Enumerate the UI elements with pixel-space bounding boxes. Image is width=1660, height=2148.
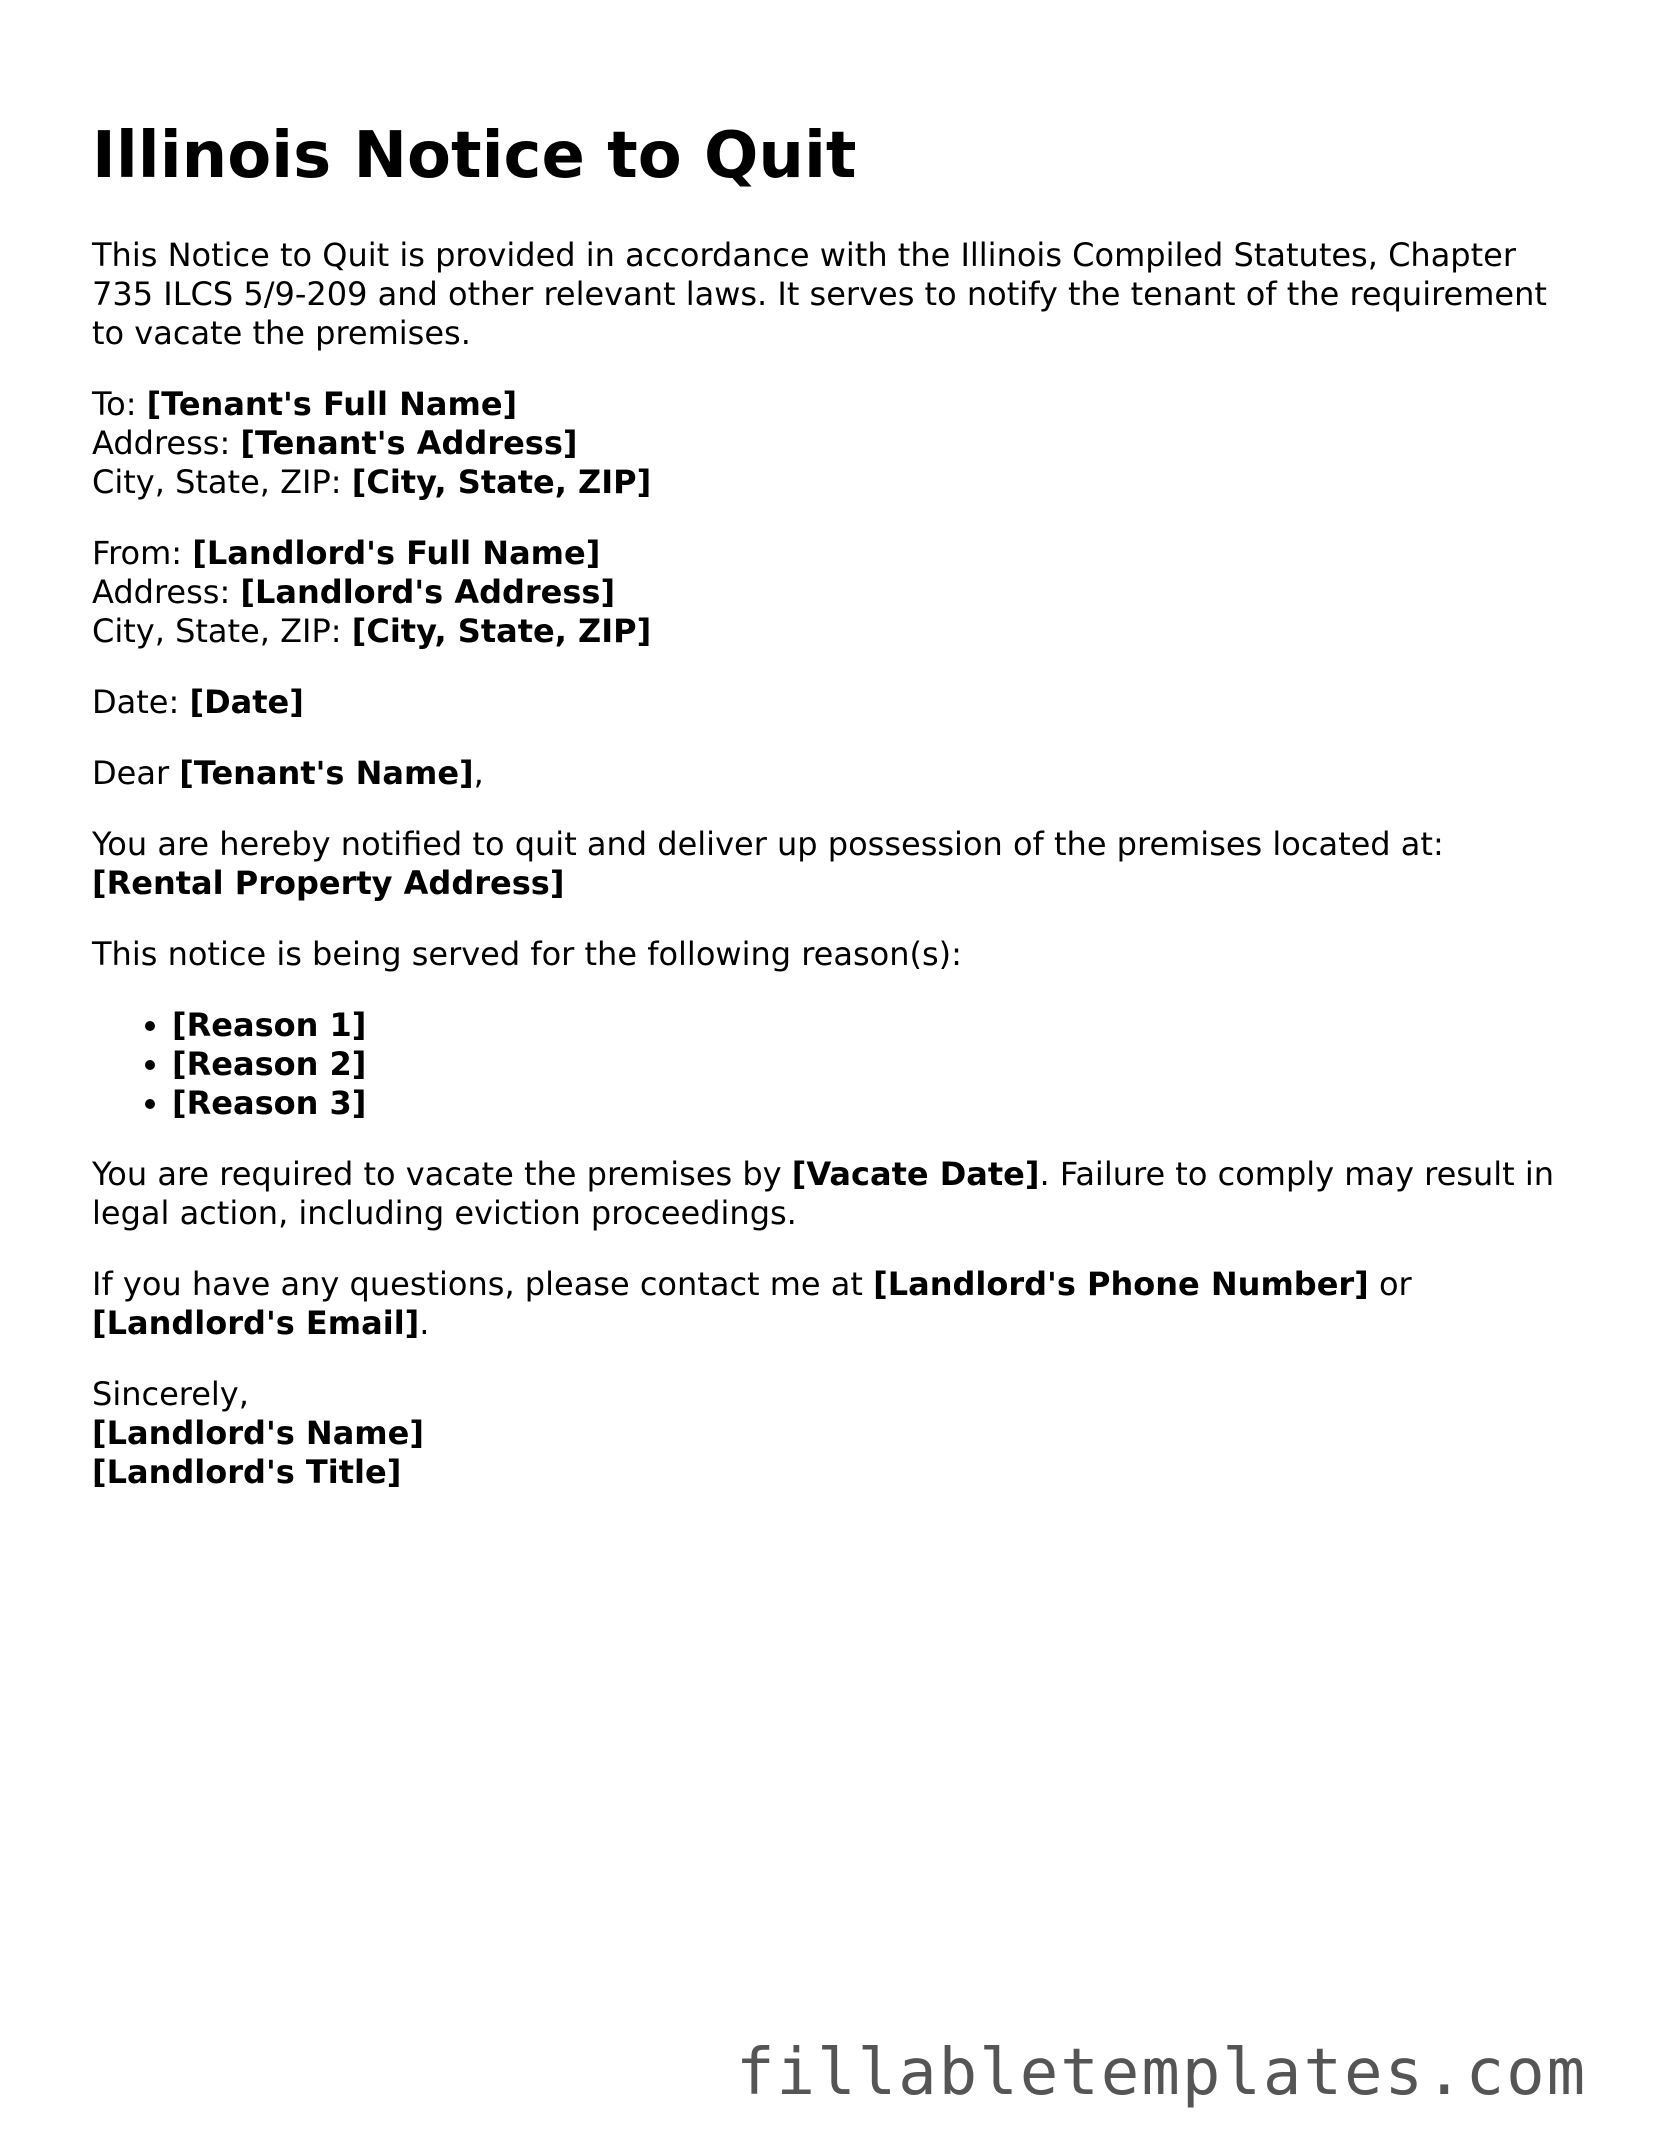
recipient-city: [City, State, ZIP]: [351, 463, 652, 501]
landlord-title: [Landlord's Title]: [92, 1453, 402, 1491]
date-value: [Date]: [189, 683, 304, 721]
landlord-phone: [Landlord's Phone Number]: [873, 1265, 1369, 1303]
reasons-intro: This notice is being served for the following reason(s):: [92, 935, 962, 973]
landlord-name: [Landlord's Name]: [92, 1414, 424, 1452]
notice-body: [92, 236, 1572, 1524]
list-item: • [Reason 3]: [172, 1084, 1572, 1123]
closing-block: [92, 1375, 1572, 1492]
sender-name-line: From: [Landlord's Full Name]: [92, 534, 601, 572]
sender-name: [Landlord's Full Name]: [192, 534, 601, 572]
sender-address-line: Address: [Landlord's Address]: [92, 573, 616, 611]
vacate-paragraph: You are required to vacate the premises by [Vacate Date]. Failure to comply may result in legal action, including eviction proceedings.: [92, 1155, 1555, 1232]
sender-address: [Landlord's Address]: [240, 573, 616, 611]
watermark: fillabletemplates.com: [736, 2036, 1588, 2110]
salutation-name: [Tenant's Name]: [179, 754, 474, 792]
recipient-address-line: Address: [Tenant's Address]: [92, 424, 578, 462]
list-item: • [Reason 2]: [172, 1045, 1572, 1084]
recipient-address: [Tenant's Address]: [240, 424, 578, 462]
premises-address: [Rental Property Address]: [92, 864, 565, 902]
sender-city: [City, State, ZIP]: [351, 612, 652, 650]
intro-paragraph: This Notice to Quit is provided in accordance with the Illinois Compiled Statutes, Chapter 735 ILCS 5/9-209 and other relevant laws. It serves to notify the tenant of the requirement to vacate the premises.: [92, 236, 1547, 352]
date-line: Date: [Date]: [92, 683, 304, 721]
list-item: • [Reason 1]: [172, 1006, 1572, 1045]
contact-paragraph: If you have any questions, please contact me at [Landlord's Phone Number] or [Landlord's Email].: [92, 1265, 1412, 1342]
closing-text: Sincerely,: [92, 1375, 249, 1413]
recipient-name: [Tenant's Full Name]: [146, 385, 518, 423]
page-title: Illinois Notice to Quit: [92, 119, 857, 193]
sender-city-line: City, State, ZIP: [City, State, ZIP]: [92, 612, 652, 650]
salutation: Dear [Tenant's Name],: [92, 754, 484, 792]
recipient-city-line: City, State, ZIP: [City, State, ZIP]: [92, 463, 652, 501]
recipient-block: [92, 385, 1572, 502]
sender-block: [92, 534, 1572, 651]
premises-paragraph: You are hereby notified to quit and deliver up possession of the premises located at: [Rental Property Address]: [92, 825, 1572, 903]
recipient-name-line: To: [Tenant's Full Name]: [92, 385, 518, 423]
vacate-date: [Vacate Date]: [791, 1155, 1040, 1193]
landlord-email: [Landlord's Email]: [92, 1304, 420, 1342]
reasons-list: [92, 1006, 1572, 1123]
